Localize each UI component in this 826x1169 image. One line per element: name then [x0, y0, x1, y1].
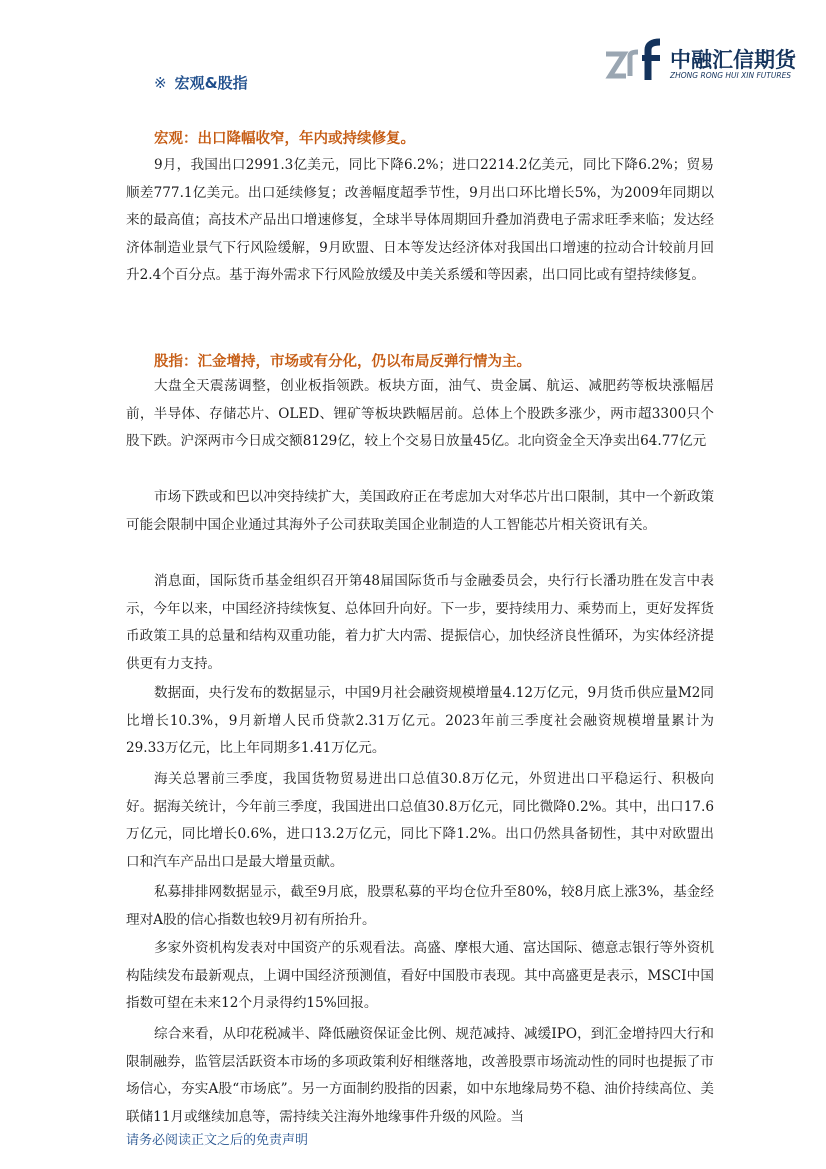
section-title: [154, 72, 248, 93]
index-paragraph: 数据面，央行发布的数据显示，中国9月社会融资规模增量4.12万亿元，9月货币供应量M2同比增长10.3%，9月新增人民币贷款2.31万亿元。2023年前三季度社会融资规模增量累计为29.33万亿元，比上年同期多1.41万亿元。: [126, 685, 714, 756]
logo-english-name: ZHONG RONG HUI XIN FUTURES: [670, 71, 792, 80]
company-logo: [604, 38, 794, 86]
index-paragraph: 综合来看，从印花税减半、降低融资保证金比例、规范减持、减缓IPO，到汇金增持四大行和限制融券，监管层活跃资本市场的多项政策利好相继落地，改善股票市场流动性的同时也提振了市场信心，夯实A股“市场底”。另一方面制约股指的因素，如中东地缘局势不稳、油价持续高位、美联储11月或继续加息等，需持续关注海外地缘事件升级的风险。当: [126, 1026, 714, 1125]
macro-heading: 宏观：出口降幅收窄，年内或持续修复。: [154, 131, 415, 147]
section-title-text: 宏观&股指: [174, 74, 248, 92]
index-heading: 股指：汇金增持，市场或有分化，仍以布局反弹行情为主。: [154, 354, 531, 370]
index-paragraph: 市场下跌或和巴以冲突持续扩大，美国政府正在考虑加大对华芯片出口限制，其中一个新政策可能会限制中国企业通过其海外子公司获取美国企业制造的人工智能芯片相关资讯有关。: [126, 489, 714, 533]
index-paragraph: 多家外资机构发表对中国资产的乐观看法。高盛、摩根大通、富达国际、德意志银行等外资机构陆续发布最新观点，上调中国经济预测值，看好中国股市表现。其中高盛更是表示，MSCI中国指数可望在未来12个月录得约15%回报。: [126, 940, 714, 1011]
index-paragraph: 消息面，国际货币基金组织召开第48届国际货币与金融委员会，央行行长潘功胜在发言中表示，今年以来，中国经济持续恢复、总体回升向好。下一步，要持续用力、乘势而上，更好发挥货币政策工具的总量和结构双重功能，着力扩大内需、提振信心，加快经济良性循环，为实体经济提供更有力支持。: [126, 573, 714, 672]
index-paragraph: 海关总署前三季度，我国货物贸易进出口总值30.8万亿元，外贸进出口平稳运行、积极向好。据海关统计，今年前三季度，我国进出口总值30.8万亿元，同比微降0.2%。其中，出口17.6万亿元，同比增长0.6%，进口13.2万亿元，同比下降1.2%。出口仍然具备韧性，其中对欧盟出口和汽车产品出口是最大增量贡献。: [126, 771, 714, 870]
index-paragraph: 私募排排网数据显示，截至9月底，股票私募的平均仓位升至80%，较8月底上涨3%，基金经理对A股的信心指数也较9月初有所抬升。: [126, 884, 714, 928]
zrf-logo-icon: [604, 38, 666, 84]
macro-paragraph: 9月，我国出口2991.3亿美元，同比下降6.2%；进口2214.2亿美元，同比下降6.2%；贸易顺差777.1亿美元。出口延续修复；改善幅度超季节性，9月出口环比增长5%，为2009年同期以来的最高值；高技术产品出口增速修复，全球半导体周期回升叠加消费电子需求旺季来临；发达经济体制造业景气下行风险缓解，9月欧盟、日本等发达经济体对我国出口增速的拉动合计较前月回升2.4个百分点。基于海外需求下行风险放缓及中美关系缓和等因素，出口同比或有望持续修复。: [126, 157, 714, 283]
index-paragraph: 大盘全天震荡调整，创业板指领跌。板块方面，油气、贵金属、航运、减肥药等板块涨幅居前，半导体、存储芯片、OLED、锂矿等板块跌幅居前。总体上个股跌多涨少，两市超3300只个股下跌。沪深两市今日成交额8129亿，较上个交易日放量45亿。北向资金全天净卖出64.77亿元: [126, 378, 714, 449]
section-symbol: ※: [154, 74, 167, 92]
logo-chinese-name: 中融汇信期货: [670, 48, 796, 72]
footer-disclaimer[interactable]: 请务必阅读正文之后的免责声明: [126, 1133, 309, 1148]
